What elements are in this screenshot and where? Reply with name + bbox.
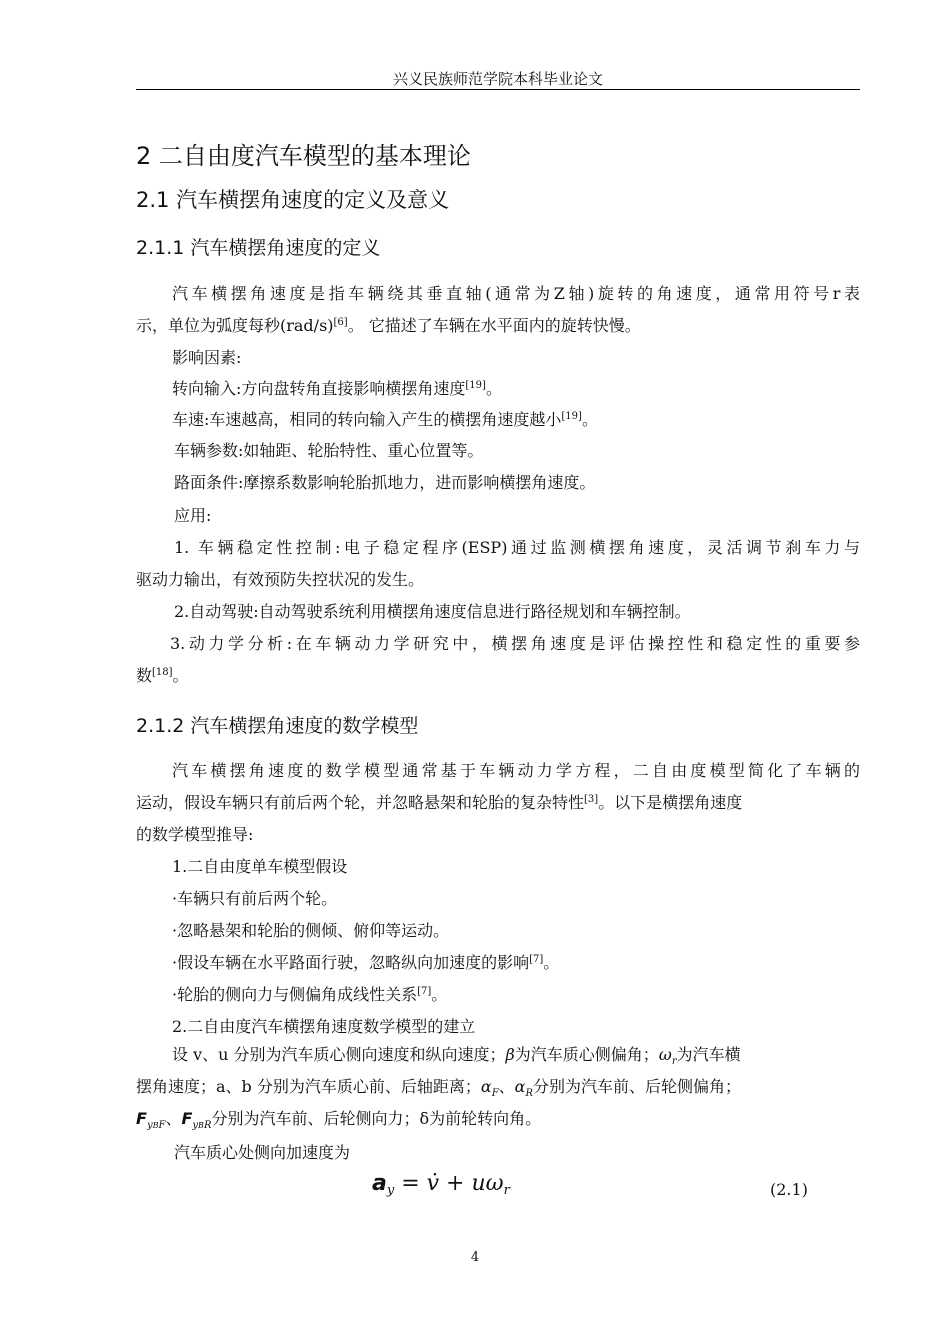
equation-2-1: $a_y$ = v̇ + $u\omega_r$ [372,1171,510,1198]
assumption-heading: 1.二自由度单车模型假设 [172,857,348,876]
force-symbol: F [181,1109,193,1128]
subsection-title-2-1-2: 2.1.2 汽车横摆角速度的数学模型 [136,715,419,737]
subsection-title-2-1-1: 2.1.1 汽车横摆角速度的定义 [136,237,381,259]
citation: [7] [529,954,544,965]
application-item: 1. 车辆稳定性控制:电子稳定程序(ESP)通过监测横摆角速度，灵活调节刹车力与 [174,538,860,557]
citation: [6] [333,317,348,328]
running-header: 兴义民族师范学院本科毕业论文 [392,70,603,88]
factors-heading: 影响因素: [172,348,242,367]
paragraph-line: 的数学模型推导: [136,825,254,844]
paragraph-line: 运动，假设车辆只有前后两个轮，并忽略悬架和轮胎的复杂特性[3]。以下是横摆角速度 [136,793,743,812]
citation: [3] [584,794,599,805]
beta-symbol: β [505,1045,515,1064]
acceleration-heading: 汽车质心处侧向加速度为 [174,1143,351,1162]
page-number: 4 [470,1250,480,1265]
section-title: 2.1 汽车横摆角速度的定义及意义 [136,188,450,212]
assumption-item: ·忽略悬架和轮胎的侧倾、俯仰等运动。 [172,921,450,940]
citation: [18] [152,667,173,678]
assumption-item: ·假设车辆在水平路面行驶，忽略纵向加速度的影响[7]。 [172,953,560,972]
equation-number: (2.1) [770,1180,808,1199]
factor-item: 路面条件:摩擦系数影响轮胎抓地力，进而影响横摆角速度。 [174,473,596,492]
paragraph-line: 汽车横摆角速度的数学模型通常基于车辆动力学方程，二自由度模型简化了车辆的 [172,761,860,780]
model-heading: 2.二自由度汽车横摆角速度数学模型的建立 [172,1017,476,1036]
definition-line: 设 v、u 分别为汽车质心侧向速度和纵向速度；β为汽车质心侧偏角；$\omega_r$为汽车横 [172,1045,741,1067]
alpha-symbol: α [480,1077,492,1096]
citation: [19] [561,411,582,422]
definition-line: $F_{yBF}$、$F_{yBR}$分别为汽车前、后轮侧向力；δ为前轮转向角。 [136,1109,542,1131]
citation: [7] [417,986,432,997]
application-item: 2.自动驾驶:自动驾驶系统利用横摆角速度信息进行路径规划和车辆控制。 [174,602,691,621]
omega-symbol: ω [658,1045,672,1064]
header-rule [136,89,860,90]
factor-item: 车辆参数:如轴距、轮胎特性、重心位置等。 [174,441,484,460]
application-item: 3.动力学分析:在车辆动力学研究中，横摆角速度是评估操控性和稳定性的重要参 [170,634,860,653]
factor-item: 车速:车速越高，相同的转向输入产生的横摆角速度越小[19]。 [172,410,598,429]
chapter-title: 2 二自由度汽车模型的基本理论 [136,142,471,170]
force-symbol: F [136,1109,147,1128]
applications-heading: 应用: [174,506,212,525]
factor-item: 转向输入:方向盘转角直接影响横摆角速度[19]。 [172,379,502,398]
assumption-item: ·车辆只有前后两个轮。 [172,889,338,908]
application-item: 驱动力输出，有效预防失控状况的发生。 [136,570,425,589]
paragraph-line: 汽车横摆角速度是指车辆绕其垂直轴(通常为Z轴)旋转的角速度，通常用符号r表 [172,284,860,303]
paragraph-line: 示，单位为弧度每秒(rad/s)[6]。 它描述了车辆在水平面内的旋转快慢。 [136,316,641,335]
application-item: 数[18]。 [136,666,189,685]
definition-line: 摆角速度；a、b 分别为汽车质心前、后轴距离；$\alpha_F$、$\alpha_R$分别为汽车前、后轮侧偏角； [136,1077,742,1099]
assumption-item: ·轮胎的侧向力与侧偏角成线性关系[7]。 [172,985,448,1004]
citation: [19] [465,380,486,391]
alpha-symbol: α [514,1077,526,1096]
